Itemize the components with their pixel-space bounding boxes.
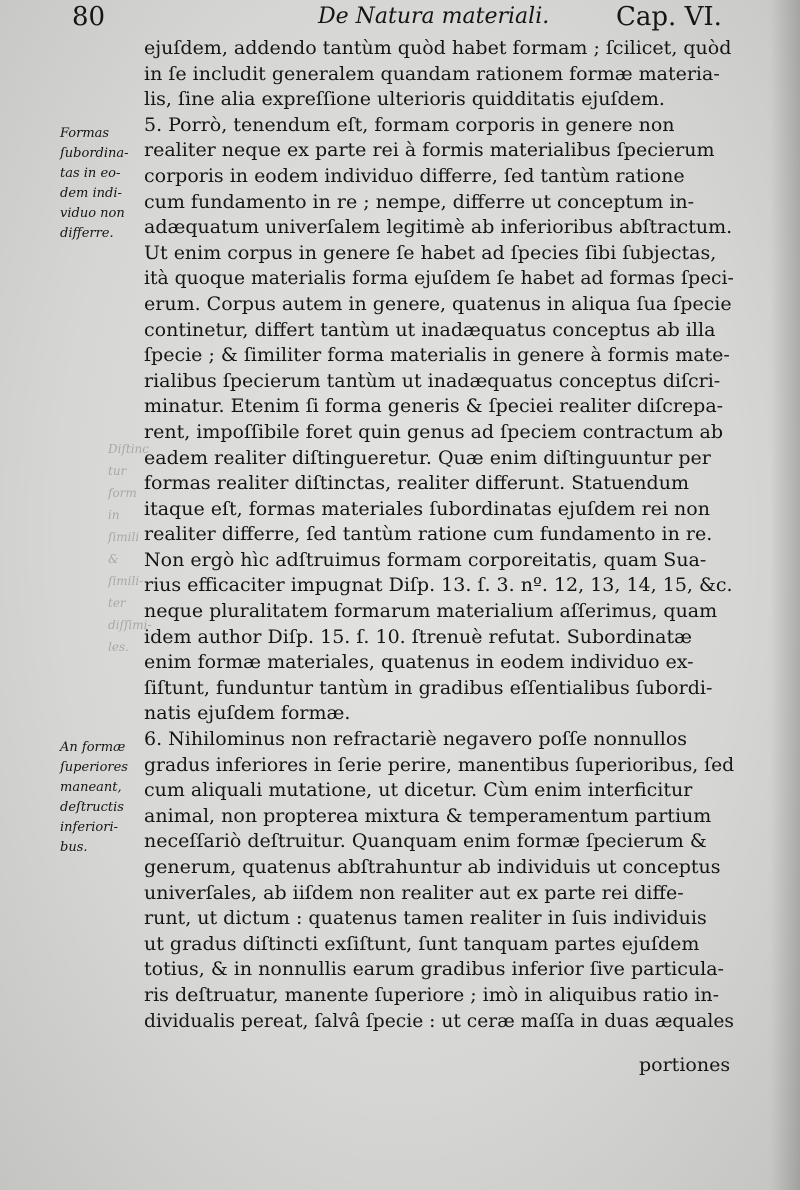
body-line: realiter differre, ſed tantùm ratione cum fundamento in re. xyxy=(144,523,713,546)
body-line: enim formæ materiales, quatenus in eodem individuo ex- xyxy=(144,651,694,674)
body-line: ità quoque materialis forma ejuſdem ſe habet ad formas ſpeci- xyxy=(144,267,734,290)
body-line: Ut enim corpus in genere ſe habet ad ſpecies ſibi ſubjectas, xyxy=(144,241,717,264)
bleed-through-line: les. xyxy=(108,640,129,654)
body-line: cum aliquali mutatione, ut dicetur. Cùm enim interficitur xyxy=(144,779,693,802)
body-line: ut gradus diſtincti exſiſtunt, ſunt tanquam partes ejuſdem xyxy=(144,932,700,955)
margin-note-line: ſubordina- xyxy=(60,146,129,161)
margin-note-line: differre. xyxy=(60,226,114,241)
bleed-through-line: ter diſſimi- xyxy=(108,596,152,632)
margin-note-line: ſuperiores xyxy=(60,760,128,775)
body-line: ſiſtunt, funduntur tantùm in gradibus eſſentialibus ſubordi- xyxy=(144,676,713,699)
body-line: itaque eſt, formas materiales ſubordinatas ejuſdem rei non xyxy=(144,497,710,520)
body-line: lis, ſine alia expreſſione ulterioris quidditatis ejuſdem. xyxy=(144,88,665,111)
body-line: 6. Nihilominus non refractariè negavero poſſe nonnullos xyxy=(144,728,688,751)
bleed-through-line: in ſimili xyxy=(108,508,140,544)
page-number: 80 xyxy=(72,2,106,32)
catchword: portiones xyxy=(639,1054,731,1076)
bleed-through-line: & ſimili- xyxy=(108,552,144,588)
body-line: univerſales, ab iiſdem non realiter aut ex parte rei diffe- xyxy=(144,881,684,904)
body-line: totius, & in nonnullis earum gradibus inferior ſive particula- xyxy=(144,958,724,981)
body-line: ejuſdem, addendo tantùm quòd habet formam ; ſcilicet, quòd xyxy=(144,37,732,59)
margin-note-line: dem indi- xyxy=(60,186,122,201)
body-line: rent, impoſſibile foret quin genus ad ſpeciem contractum ab xyxy=(144,420,724,443)
running-title: De Natura materiali. xyxy=(318,4,550,29)
body-line: adæquatum univerſalem legitimè ab inferioribus abſtractum. xyxy=(144,216,733,239)
body-line: continetur, differt tantùm ut inadæquatus conceptus ab illa xyxy=(144,318,716,341)
body-line: 5. Porrò, tenendum eſt, formam corporis in genere non xyxy=(144,113,675,136)
margin-note-line: viduo non xyxy=(60,206,125,221)
margin-note-line: bus. xyxy=(60,840,88,855)
body-line: eadem realiter diſtingueretur. Quæ enim diſtinguuntur per xyxy=(144,446,711,469)
body-line: erum. Corpus autem in genere, quatenus in aliqua ſua ſpecie xyxy=(144,292,732,315)
body-line: Non ergò hìc adſtruimus formam corporeitatis, quam Sua- xyxy=(144,548,707,571)
margin-note-line: deſtructis xyxy=(60,800,124,815)
bleed-through-line: Diſtinc xyxy=(108,442,150,456)
body-line: formas realiter diſtinctas, realiter differunt. Statuendum xyxy=(144,472,689,495)
body-line: cum fundamento in re ; nempe, differre ut conceptum in- xyxy=(144,190,695,213)
body-line: corporis in eodem individuo differre, ſed tantùm ratione xyxy=(144,164,685,187)
body-line: minatur. Etenim ſi forma generis & ſpeciei realiter diſcrepa- xyxy=(144,395,724,418)
margin-note-line: An formæ xyxy=(60,740,126,755)
margin-note-line: Formas xyxy=(60,126,110,141)
body-line: generum, quatenus abſtrahuntur ab individuis ut conceptus xyxy=(144,856,721,878)
body-line: in ſe includit generalem quandam rationem formæ materia- xyxy=(144,62,720,85)
body-line: gradus inferiores in ſerie perire, manentibus ſuperioribus, ſed xyxy=(144,753,735,776)
margin-note-an-formae xyxy=(60,738,142,858)
margin-note-formas xyxy=(60,124,142,244)
body-line: rius efficaciter impugnat Diſp. 13. ſ. 3. nº. 12, 13, 14, 15, &c. xyxy=(144,574,733,597)
body-line: dividualis pereat, ſalvâ ſpecie : ut ceræ maſſa in duas æquales xyxy=(144,1009,734,1032)
body-line: runt, ut dictum : quatenus tamen realiter in ſuis individuis xyxy=(144,907,707,930)
chapter-label: Cap. VI. xyxy=(616,2,722,32)
body-line: neceſſariò deſtruitur. Quanquam enim formæ ſpecierum & xyxy=(144,830,707,853)
body-text xyxy=(144,36,734,1034)
body-line: ſpecie ; & ſimiliter forma materialis in genere à formis mate- xyxy=(144,344,730,367)
body-line: idem author Diſp. 15. ſ. 10. ſtrenuè refutat. Subordinatæ xyxy=(144,625,693,648)
bleed-through-line: tur form xyxy=(108,464,137,500)
body-line: natis ejuſdem formæ. xyxy=(144,702,351,725)
body-line: neque pluralitatem formarum materialium aſſerimus, quam xyxy=(144,600,718,623)
page-gutter-shadow xyxy=(770,0,800,1190)
margin-note-line: inferiori- xyxy=(60,820,118,835)
body-line: animal, non propterea mixtura & temperamentum partium xyxy=(144,804,712,827)
body-line: rialibus ſpecierum tantùm ut inadæquatus conceptus diſcri- xyxy=(144,369,721,392)
margin-note-line: maneant, xyxy=(60,780,122,795)
margin-note-line: tas in eo- xyxy=(60,166,121,181)
body-line: ris deſtruatur, manente ſuperiore ; imò in aliquibus ratio in- xyxy=(144,983,720,1006)
body-line: realiter neque ex parte rei à formis materialibus ſpecierum xyxy=(144,139,715,162)
